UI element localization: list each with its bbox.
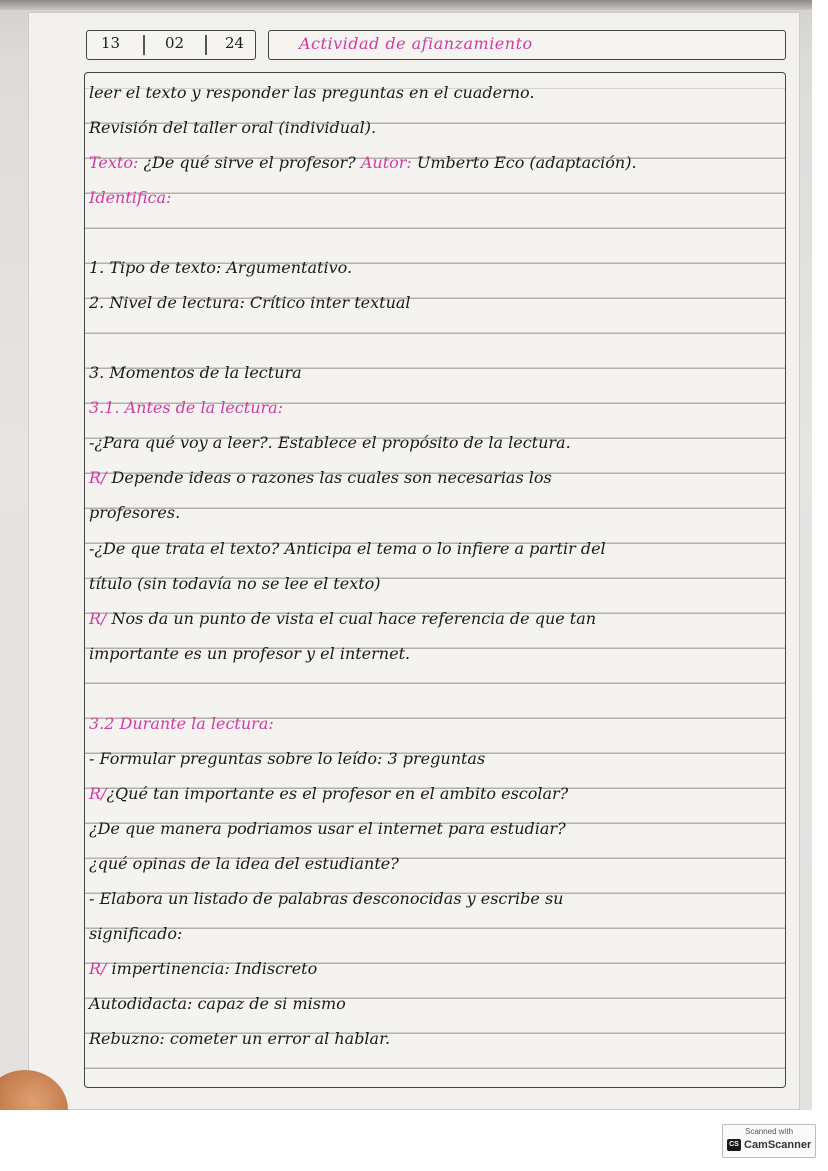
handwritten-line <box>89 959 317 979</box>
handwritten-line: leer el texto y responder las preguntas en el cuaderno. <box>89 83 535 102</box>
pink-label: R/ <box>89 608 107 628</box>
handwritten-line: ¿qué opinas de la idea del estudiante? <box>89 853 399 873</box>
watermark-caption: Scanned with <box>744 1127 794 1136</box>
handwritten-line: - Elabora un listado de palabras desconocidas y escribe su <box>89 888 564 908</box>
handwritten-line: 3. Momentos de la lectura <box>89 363 302 383</box>
line-segment: ¿Qué tan importante es el profesor en el ambito escolar? <box>106 783 569 803</box>
date-day: 13 <box>101 34 121 52</box>
pink-label: R/ <box>89 468 107 488</box>
paper-top-edge <box>0 0 812 10</box>
camscanner-icon: CS <box>727 1139 741 1151</box>
line-segment: Nos da un punto de vista el cual hace referencia de que tan <box>106 608 597 628</box>
handwritten-line: Revisión del taller oral (individual). <box>89 118 377 138</box>
title-box <box>268 30 786 60</box>
line-segment: Umberto Eco (adaptación). <box>411 153 637 173</box>
handwritten-line: importante es un profesor y el internet. <box>89 643 411 663</box>
pink-label: R/ <box>89 783 107 803</box>
date-separator <box>143 35 145 55</box>
content-box <box>84 72 786 1088</box>
pink-label: Autor: <box>360 153 412 173</box>
handwritten-line: profesores. <box>89 503 181 523</box>
line-segment: impertinencia: Indiscreto <box>106 959 318 978</box>
camscanner-watermark <box>722 1124 816 1158</box>
handwritten-line: Rebuzno: cometer un error al hablar. <box>89 1029 391 1049</box>
pink-label: R/ <box>89 959 107 978</box>
handwritten-line <box>89 609 596 629</box>
handwritten-line: - Formular preguntas sobre lo leído: 3 preguntas <box>89 748 486 768</box>
handwritten-line <box>89 153 637 173</box>
date-month: 02 <box>165 34 185 52</box>
handwritten-line: Identifica: <box>89 188 172 208</box>
handwritten-line <box>89 468 552 488</box>
handwritten-line: 3.2 Durante la lectura: <box>89 713 274 733</box>
handwritten-line: -¿Para qué voy a leer?. Establece el propósito de la lectura. <box>89 433 571 453</box>
activity-title: Actividad de afianzamiento <box>299 34 533 53</box>
line-segment: Depende ideas o razones las cuales son necesarias los <box>106 468 552 488</box>
watermark-brand <box>727 1139 813 1151</box>
handwritten-line: 2. Nivel de lectura: Crítico inter textual <box>89 293 411 313</box>
date-box <box>86 30 256 60</box>
handwritten-line: ¿De que manera podriamos usar el internet para estudiar? <box>89 818 566 838</box>
handwritten-line: Autodidacta: capaz de si mismo <box>89 994 346 1014</box>
handwritten-line <box>89 784 568 804</box>
date-year: 24 <box>225 34 245 52</box>
handwritten-line: 3.1. Antes de la lectura: <box>89 398 284 418</box>
date-separator <box>205 35 207 55</box>
handwritten-line: 1. Tipo de texto: Argumentativo. <box>89 258 353 278</box>
handwritten-line: significado: <box>89 923 183 943</box>
watermark-brand-text: CamScanner <box>744 1139 812 1151</box>
pink-label: Texto: <box>89 153 139 173</box>
handwritten-line: -¿De que trata el texto? Anticipa el tema o lo infiere a partir del <box>89 538 606 558</box>
line-segment: ¿De qué sirve el profesor? <box>138 153 361 173</box>
handwritten-line: título (sin todavía no se lee el texto) <box>89 573 381 593</box>
